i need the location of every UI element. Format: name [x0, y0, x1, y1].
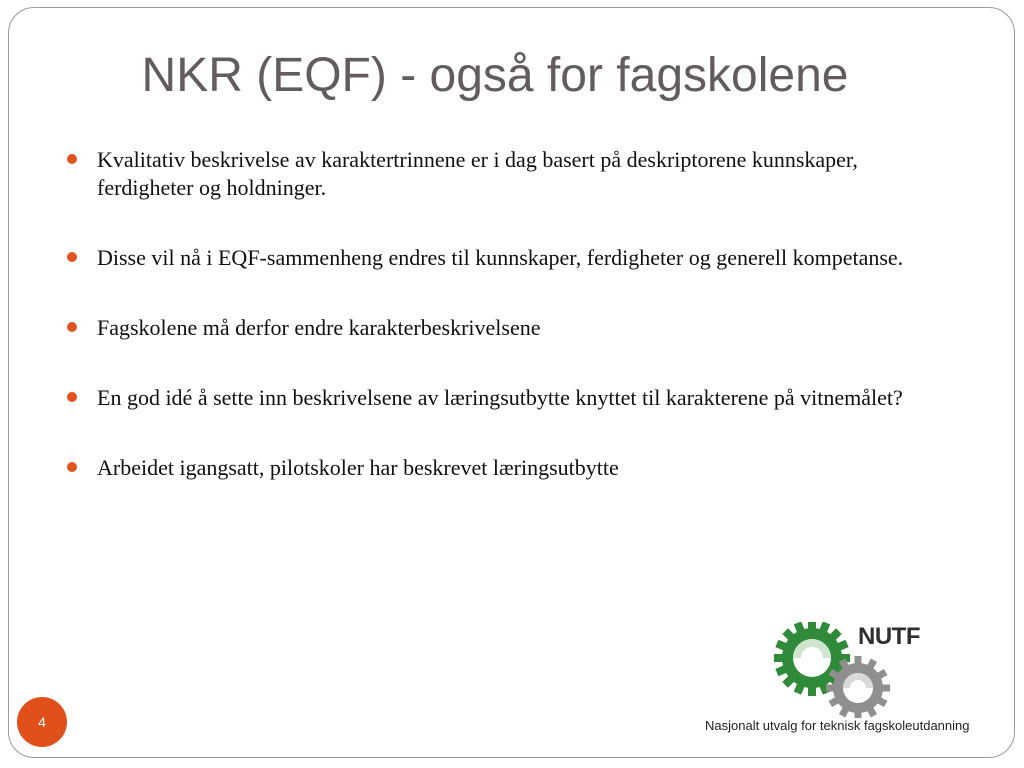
slide-title: NKR (EQF) - også for fagskolene	[141, 49, 849, 102]
logo-subtitle: Nasjonalt utvalg for teknisk fagskoleutdanning	[705, 718, 970, 733]
nutf-logo	[700, 622, 1000, 740]
bullet-icon	[67, 322, 77, 332]
bullet-icon	[67, 462, 77, 472]
bullet-text: Arbeidet igangsatt, pilotskoler har beskrevet læringsutbytte	[97, 455, 619, 480]
bullet-item	[66, 454, 946, 482]
bullet-item	[66, 244, 946, 272]
bullet-icon	[67, 392, 77, 402]
bullet-text: Kvalitativ beskrivelse av karaktertrinnene er i dag basert på deskriptorene kunnskaper, ferdigheter og holdninger.	[97, 147, 858, 200]
bullet-icon	[67, 252, 77, 262]
bullet-text: Fagskolene må derfor endre karakterbeskrivelsene	[97, 315, 541, 340]
page-number-badge: 4	[17, 697, 67, 747]
bullet-text: En god idé å sette inn beskrivelsene av læringsutbytte knyttet til karakterene på vitnemålet?	[97, 385, 903, 410]
bullet-text: Disse vil nå i EQF-sammenheng endres til kunnskaper, ferdigheter og generell kompetanse.	[97, 245, 904, 270]
bullet-item	[66, 314, 946, 342]
bullet-icon	[67, 154, 77, 164]
bullet-item	[66, 384, 946, 412]
bullet-list	[66, 146, 946, 524]
logo-name: NUTF	[858, 623, 920, 650]
bullet-item	[66, 146, 946, 202]
